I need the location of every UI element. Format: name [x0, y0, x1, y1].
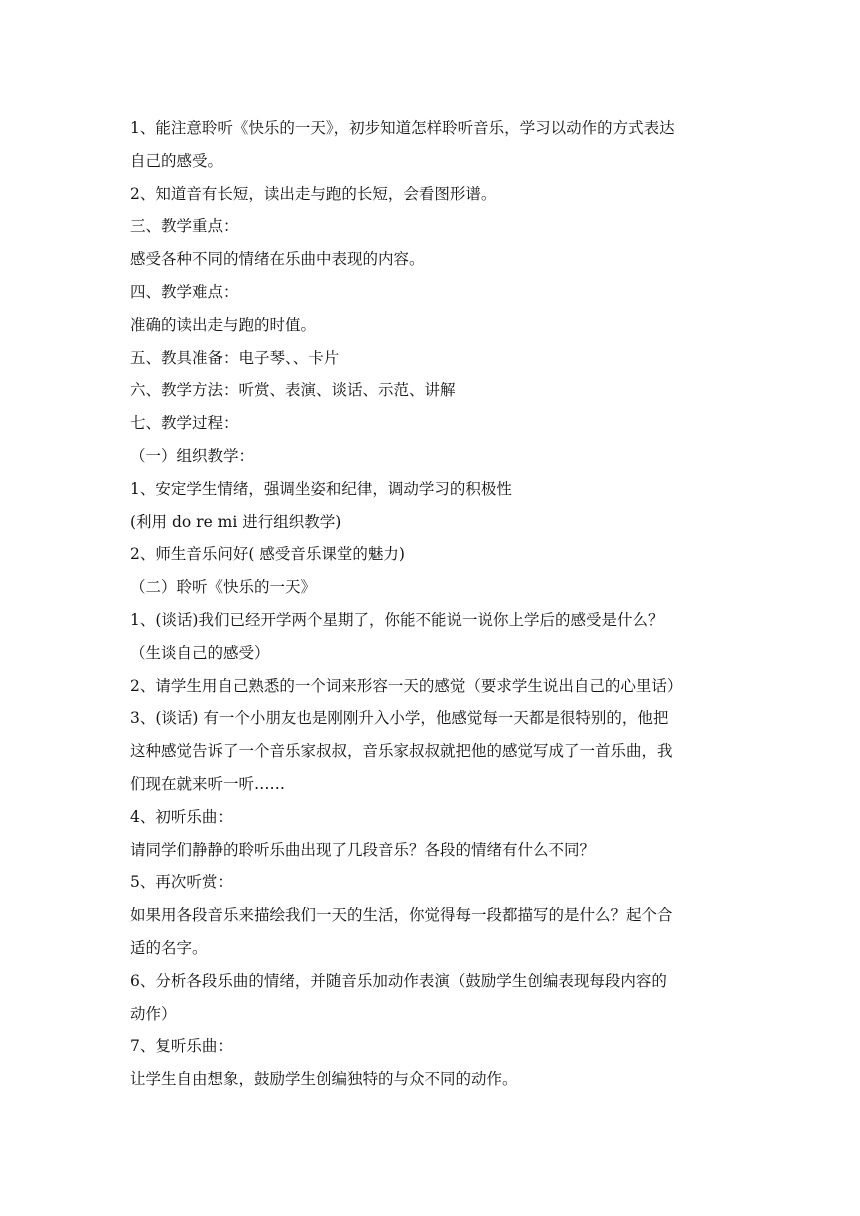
section-heading: 七、教学过程： — [130, 414, 239, 433]
text-line: 1、(谈话)我们已经开学两个星期了，你能不能说一说你上学后的感受是什么？ — [130, 610, 664, 629]
text-line: (利用 do re mi 进行组织教学) — [130, 512, 342, 531]
text-line: 如果用各段音乐来描绘我们一天的生活，你觉得每一段都描写的是什么？起个合 — [130, 906, 673, 925]
text-line: 2、知道音有长短，读出走与跑的长短，会看图形谱。 — [130, 184, 497, 203]
text-line: 2、请学生用自己熟悉的一个词来形容一天的感觉（要求学生说出自己的心里话） — [130, 676, 683, 695]
text-line: 自己的感受。 — [130, 151, 224, 170]
section-heading: 四、教学难点： — [130, 282, 239, 301]
section-heading: 六、教学方法：听赏、表演、谈话、示范、讲解 — [130, 381, 456, 400]
text-line: 7、复听乐曲： — [130, 1037, 233, 1056]
text-line: 6、分析各段乐曲的情绪，并随音乐加动作表演（鼓励学生创编表现每段内容的 — [130, 971, 667, 990]
text-line: 4、初听乐曲： — [130, 807, 233, 826]
text-line: 2、师生音乐问好( 感受音乐课堂的魅力) — [130, 545, 405, 564]
lesson-plan-body — [130, 112, 730, 1096]
subsection-heading: （二）聆听《快乐的一天》 — [130, 578, 317, 597]
text-line: 准确的读出走与跑的时值。 — [130, 315, 317, 334]
text-line: 让学生自由想象，鼓励学生创编独特的与众不同的动作。 — [130, 1070, 518, 1089]
text-line: 请同学们静静的聆听乐曲出现了几段音乐？各段的情绪有什么不同？ — [130, 840, 596, 859]
subsection-heading: （一）组织教学： — [130, 446, 255, 465]
text-line: 感受各种不同的情绪在乐曲中表现的内容。 — [130, 250, 425, 269]
section-heading: 五、教具准备：电子琴、、卡片 — [130, 348, 340, 367]
text-line: 5、再次听赏： — [130, 873, 233, 892]
text-line: 3、(谈话) 有一个小朋友也是刚刚升入小学，他感觉每一天都是很特别的，他把 — [130, 709, 669, 728]
section-heading: 三、教学重点： — [130, 217, 239, 236]
text-line: 1、安定学生情绪，强调坐姿和纪律，调动学习的积极性 — [130, 479, 512, 498]
text-line: 适的名字。 — [130, 938, 208, 957]
text-line: 这种感觉告诉了一个音乐家叔叔，音乐家叔叔就把他的感觉写成了一首乐曲，我 — [130, 742, 673, 761]
text-line: 们现在就来听一听…… — [130, 774, 286, 793]
text-line: 1、能注意聆听《快乐的一天》，初步知道怎样聆听音乐，学习以动作的方式表达 — [130, 119, 675, 137]
text-line: 动作） — [130, 1004, 177, 1023]
text-line: （生谈自己的感受） — [130, 643, 270, 662]
